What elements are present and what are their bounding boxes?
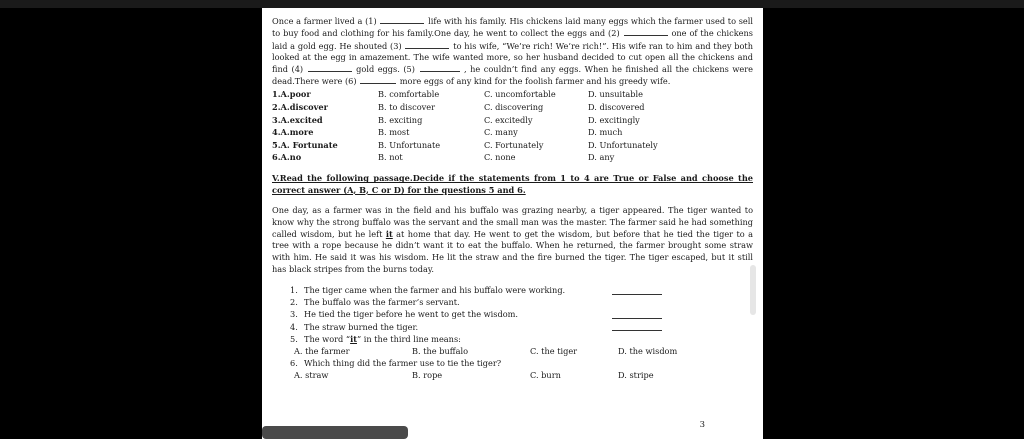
viewer-top-bar — [0, 0, 1024, 8]
blank-4 — [308, 63, 352, 72]
option-b: B. comfortable — [378, 89, 440, 100]
statement-row — [290, 297, 753, 309]
option-d: D. unsuitable — [588, 89, 643, 100]
question-number: 6. — [290, 358, 298, 369]
option-a: 1.A.poor — [272, 89, 311, 100]
cloze-options — [272, 89, 753, 165]
bottom-overlay-bar — [262, 426, 408, 439]
option-c: C. Fortunately — [484, 139, 544, 150]
answer-option-d: D. the wisdom — [618, 345, 678, 356]
question-number: 5. — [290, 333, 298, 344]
option-c: C. many — [484, 127, 518, 138]
answer-options-row — [290, 346, 753, 358]
passage-text: One day, as a farmer was in the field and his buffalo was grazing nearby, a tiger appeared. The tiger wanted to know why the strong buffalo was the servant and the small man was the master. The farmer said he had something called wisdom, but he left — [272, 205, 753, 239]
option-row — [272, 139, 753, 152]
highlighted-word: it — [350, 333, 357, 344]
blank-1 — [380, 15, 424, 24]
option-b: B. not — [378, 152, 403, 163]
option-c: C. none — [484, 152, 516, 163]
statement-text: The buffalo was the farmer’s servant. — [304, 297, 460, 308]
statement-text: The straw burned the tiger. — [304, 321, 419, 332]
blank-2 — [624, 27, 668, 36]
statement-row — [290, 285, 753, 297]
option-c: C. excitedly — [484, 114, 533, 125]
answer-option-a: A. straw — [294, 370, 329, 381]
statement-number: 4. — [290, 321, 298, 332]
question-text-part: ” in the third line means: — [356, 333, 461, 344]
section-heading: V.Read the following passage.Decide if the statements from 1 to 4 are True or False and choose the correct answer (A, B, C or D) for the questions 5 and 6. — [272, 173, 753, 195]
cloze-text: gold eggs. (5) — [356, 64, 415, 75]
option-d: D. much — [588, 127, 623, 138]
answer-option-c: C. burn — [530, 370, 561, 381]
question-5-row — [290, 333, 753, 345]
cloze-text: Once a farmer lived a (1) — [272, 16, 377, 26]
statement-number: 3. — [290, 309, 298, 320]
statement-number: 1. — [290, 285, 298, 295]
cloze-text: to his wife, “We’re rich! We’re rich!”. His wife ran to him and they both looked at the egg in amazement. The wife wanted more, so her husband decided to cut open all the chickens and find (4) — [272, 40, 753, 75]
document-page — [262, 8, 763, 439]
reading-passage — [272, 205, 753, 275]
option-a: 3.A.excited — [272, 114, 323, 125]
option-b: B. to discover — [378, 102, 436, 113]
blank-5 — [420, 63, 460, 72]
highlighted-word: it — [385, 228, 393, 239]
option-a: 4.A.more — [272, 127, 314, 138]
question-6-row — [290, 358, 753, 370]
page-number: 3 — [699, 419, 705, 430]
statement-text: He tied the tiger before he went to get the wisdom. — [304, 309, 519, 320]
option-b: B. exciting — [378, 114, 423, 125]
option-d: D. discovered — [588, 102, 645, 113]
option-a: 2.A.discover — [272, 102, 328, 113]
cloze-text: life with his family. His chickens laid many eggs which the farmer used to sell to buy food and clothing for his family.One day, he went to collect the eggs and (2) — [272, 16, 754, 39]
answer-option-b: B. the buffalo — [412, 345, 468, 356]
option-b: B. most — [378, 127, 410, 138]
question-text: Which thing did the farmer use to tie the tiger? — [304, 358, 502, 369]
cloze-text: one of the chickens laid a gold egg. He shouted (3) — [272, 28, 753, 51]
statement-row — [290, 321, 753, 333]
question-text-part: The word “ — [304, 333, 351, 344]
passage-text: at home that day. He went to get the wisdom, but before that he tied the tiger to a tree with a rope because he didn’t want it to eat the buffalo. When he returned, the farmer brought some straw with him. He said it was his wisdom. He lit the straw and the fire burned the tiger. The tiger escaped, but it still has black stripes from the burns today. — [272, 228, 753, 274]
option-d: D. excitingly — [588, 114, 640, 125]
option-d: D. any — [588, 152, 615, 163]
answer-line — [612, 330, 662, 331]
option-row — [272, 152, 753, 165]
blank-3 — [405, 40, 449, 49]
answer-option-c: C. the tiger — [530, 345, 578, 356]
option-c: C. discovering — [484, 102, 544, 113]
cloze-text: more eggs of any kind for the foolish farmer and his greedy wife. — [399, 76, 671, 87]
option-row — [272, 89, 753, 102]
scrollbar-thumb[interactable] — [750, 265, 756, 315]
option-b: B. Unfortunate — [378, 139, 441, 150]
option-a: 6.A.no — [272, 152, 302, 163]
answer-option-d: D. stripe — [618, 370, 654, 381]
answer-option-b: B. rope — [412, 370, 443, 381]
statement-row — [290, 309, 753, 321]
option-c: C. uncomfortable — [484, 89, 556, 100]
cloze-passage — [272, 15, 753, 88]
statement-text: The tiger came when the farmer and his buffalo were working. — [304, 285, 566, 295]
answer-line — [612, 318, 662, 319]
option-row — [272, 127, 753, 140]
option-d: D. Unfortunately — [588, 139, 658, 150]
answer-options-row — [290, 370, 753, 382]
option-row — [272, 101, 753, 114]
cloze-text: , he couldn’t find any eggs. When he finished all the chickens were dead.There were (6) — [272, 64, 754, 87]
option-a: 5.A. Fortunate — [272, 139, 338, 150]
question-text — [304, 334, 614, 345]
question-list — [272, 285, 753, 383]
answer-option-a: A. the farmer — [294, 345, 350, 356]
answer-line — [612, 294, 662, 295]
option-row — [272, 114, 753, 127]
statement-number: 2. — [290, 297, 298, 308]
blank-6 — [360, 75, 396, 84]
